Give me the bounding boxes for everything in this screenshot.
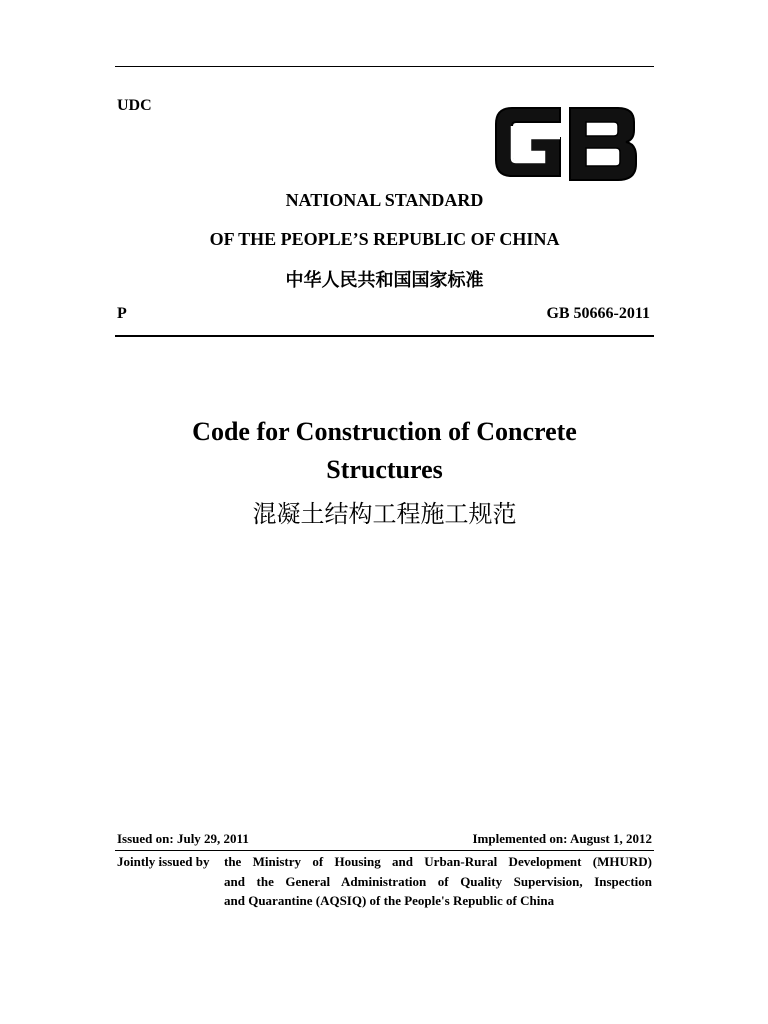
jointly-issued-label: Jointly issued by	[117, 854, 210, 869]
udc-label: UDC	[117, 97, 152, 114]
document-title-line2: Structures	[326, 455, 443, 484]
gb-logo-g	[496, 108, 560, 176]
issuer-line: the Ministry of Housing and Urban-Rural Development (MHURD)	[224, 854, 652, 869]
classification-code: P	[117, 305, 127, 322]
document-title-chinese: 混凝土结构工程施工规范	[252, 500, 517, 528]
issuer-block	[224, 852, 652, 911]
gb-logo-b	[570, 108, 636, 180]
bottom-rule	[115, 850, 654, 851]
middle-rule	[115, 335, 654, 337]
standard-type-line2: OF THE PEOPLE’S REPUBLIC OF CHINA	[209, 229, 560, 249]
top-rule	[115, 66, 654, 67]
standard-type-chinese: 中华人民共和国国家标准	[285, 270, 484, 291]
issuer-line: and the General Administration of Quality Supervision, Inspection	[224, 873, 652, 889]
issued-date: Issued on: July 29, 2011	[117, 831, 249, 846]
document-title-line1: Code for Construction of Concrete	[192, 417, 577, 446]
issuer-line: and Quarantine (AQSIQ) of the People's Republic of China	[224, 893, 555, 908]
gb-logo-icon	[490, 100, 640, 184]
implemented-date: Implemented on: August 1, 2012	[472, 831, 652, 846]
standard-type-line1: NATIONAL STANDARD	[285, 190, 484, 210]
standard-number: GB 50666-2011	[546, 305, 650, 322]
